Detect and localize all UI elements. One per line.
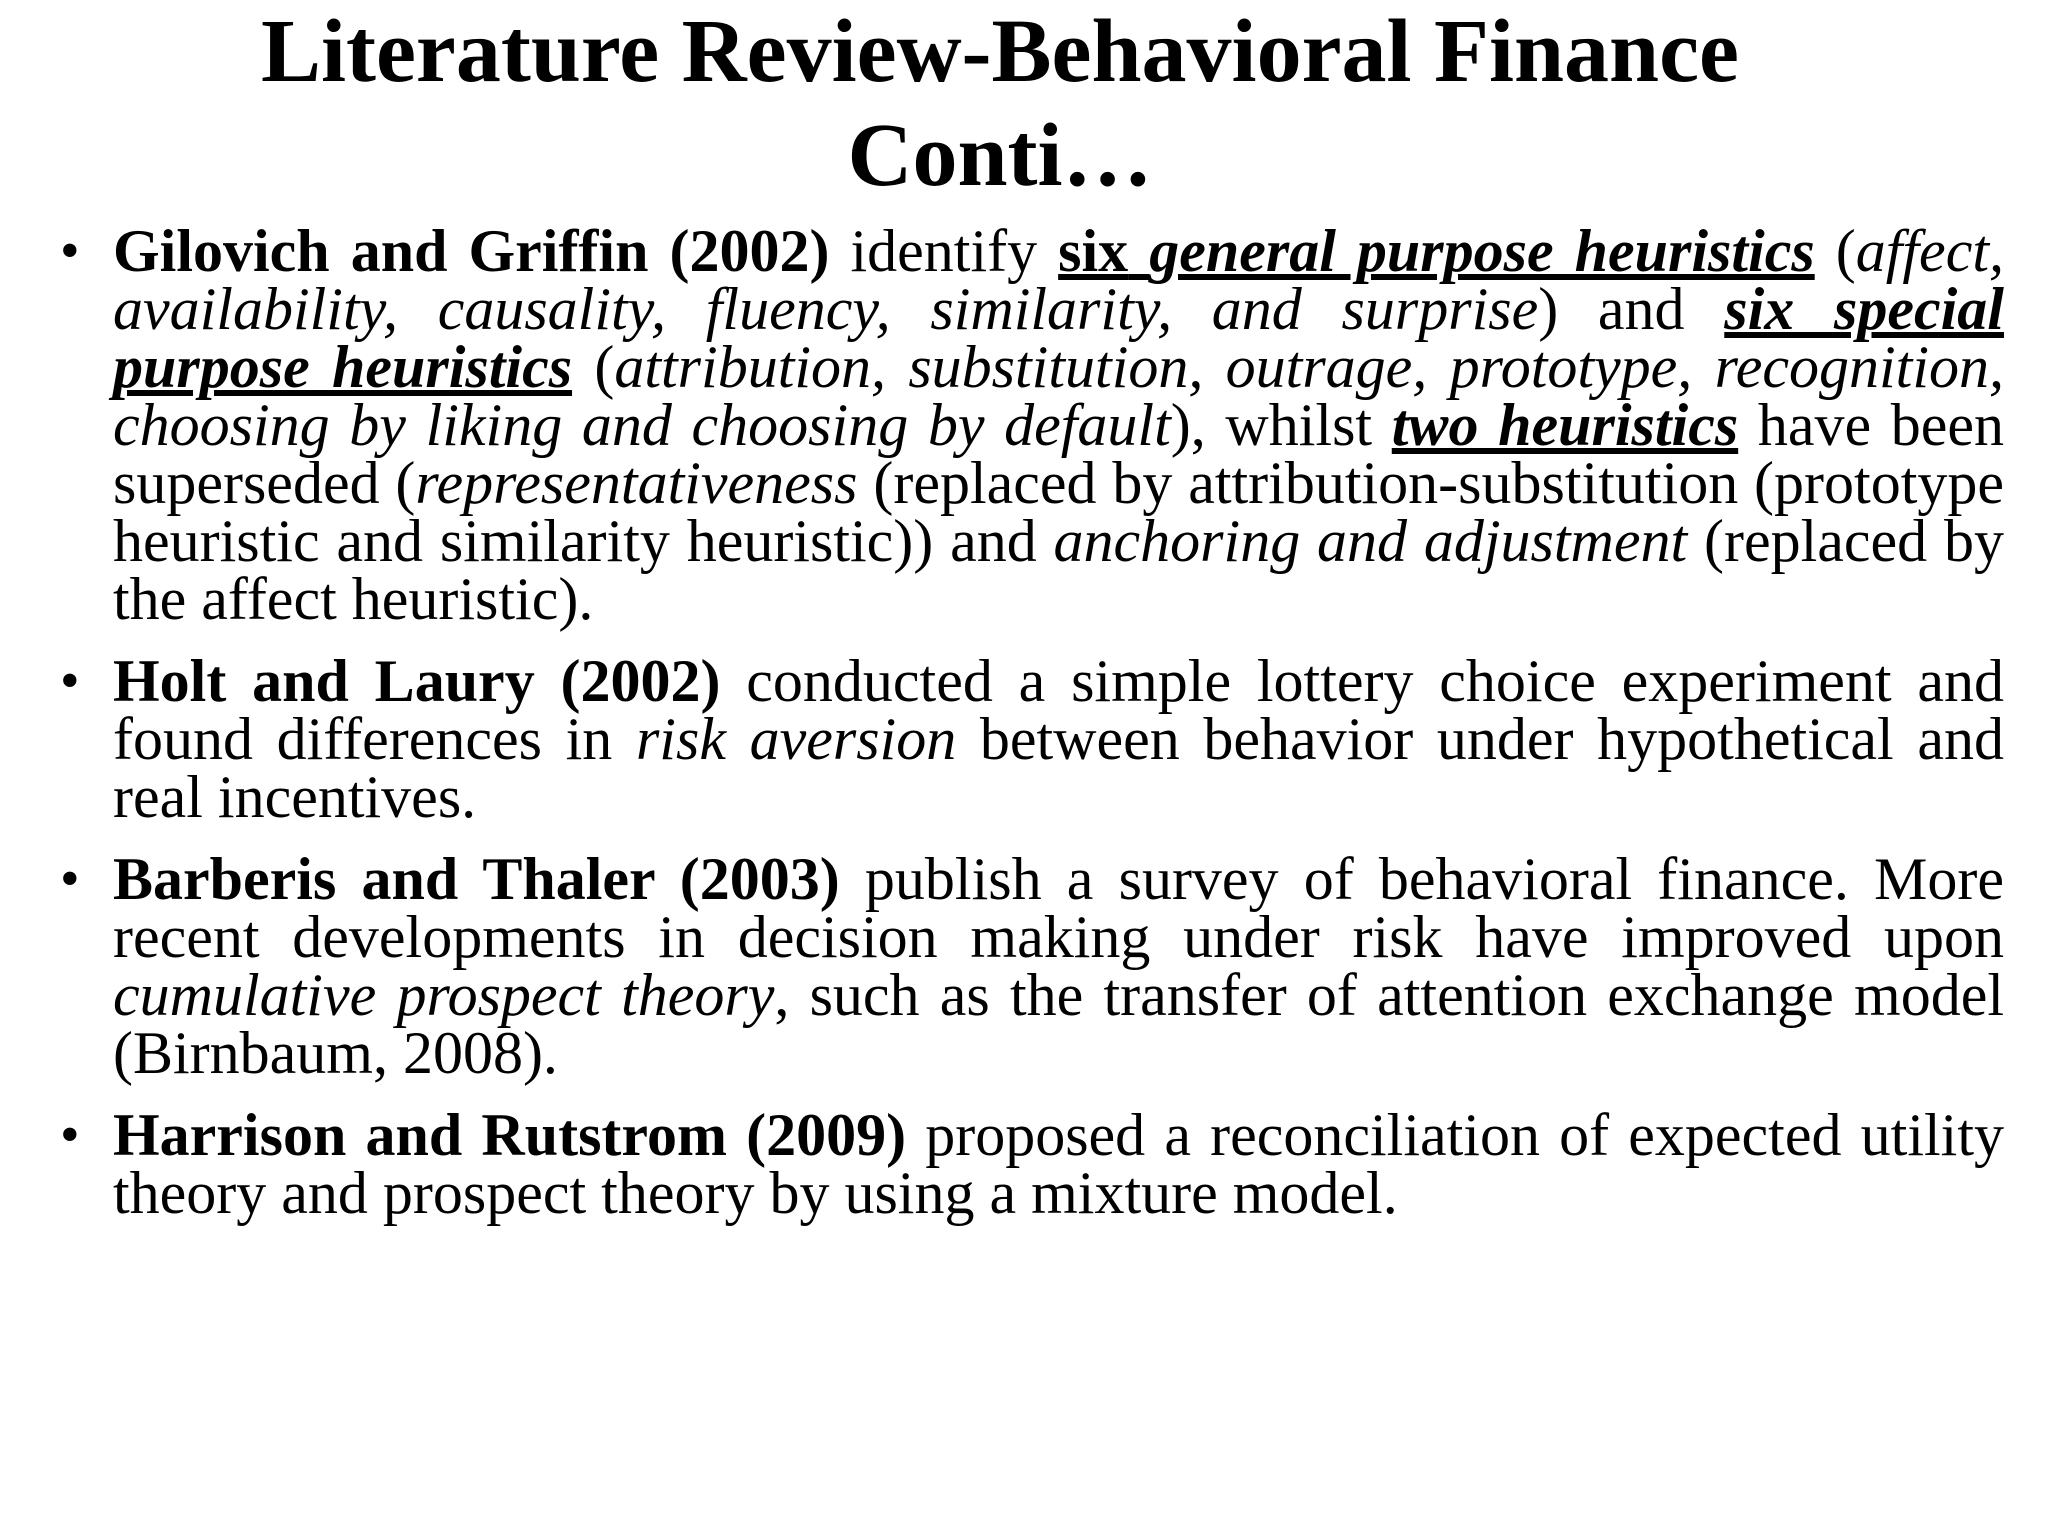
italic-text: risk aversion: [635, 706, 957, 772]
text-run: publish a survey of behavioral finance. More recent developments in decision making under risk have improved upon: [113, 846, 2004, 970]
text-run: (: [572, 334, 615, 400]
text-run: , such as the transfer of attention exchange model (Birnbaum, 2008).: [113, 962, 2004, 1086]
bullet-dot-icon: •: [60, 848, 80, 910]
emphasis-text: six special purpose heuristics: [113, 276, 2004, 400]
text-run: proposed a reconciliation of expected utility theory and prospect theory by using a mixture model.: [113, 1102, 2004, 1226]
bullet-item-harrison-rutstrom: [60, 1102, 2004, 1226]
bullet-item-gilovich-griffin: [60, 218, 2005, 632]
text-run: (replaced by attribution-substitution (prototype heuristic and similarity heuristic)) and: [113, 450, 2004, 574]
italic-text: representativeness: [415, 450, 858, 516]
text-run: conducted a simple lottery choice experiment and found differences in: [113, 648, 2004, 772]
text-run: identify: [829, 218, 1059, 284]
text-run: (: [1814, 218, 1856, 284]
bullet-item-barberis-thaler: [60, 846, 2004, 1086]
italic-text: affect, availability, causality, fluency, similarity, and surprise: [113, 218, 2004, 342]
citation: Barberis and Thaler (2003): [113, 846, 840, 912]
title-line-2: Conti…: [847, 106, 1153, 205]
bullet-list: [60, 218, 2005, 1246]
citation: Gilovich and Griffin (2002): [113, 218, 830, 284]
italic-text: anchoring and adjustment: [1053, 508, 1688, 574]
text-run: [1128, 218, 1149, 284]
bullet-dot-icon: •: [60, 220, 80, 282]
citation: Harrison and Rutstrom (2009): [113, 1102, 907, 1168]
slide-title: [60, 0, 1940, 208]
bullet-item-holt-laury: [60, 648, 2004, 830]
emphasis-text: two heuristics: [1391, 392, 1739, 458]
italic-text: cumulative prospect theory: [113, 962, 775, 1028]
emphasis-text: general purpose heuristics: [1149, 218, 1815, 284]
bullet-dot-icon: •: [60, 1104, 80, 1166]
emphasis-text: six: [1058, 218, 1129, 284]
text-run: ) and: [1538, 276, 1725, 342]
italic-text: attribution, substitution, outrage, prototype, recognition, choosing by liking and choosing by default: [113, 334, 2004, 458]
text-run: ), whilst: [1170, 392, 1392, 458]
text-run: have been superseded (: [113, 392, 2005, 516]
title-line-1: Literature Review-Behavioral Finance: [260, 2, 1739, 101]
citation: Holt and Laury (2002): [113, 648, 721, 714]
text-run: (replaced by the affect heuristic).: [113, 508, 2004, 632]
text-run: between behavior under hypothetical and real incentives.: [113, 706, 2004, 830]
bullet-dot-icon: •: [60, 650, 80, 712]
